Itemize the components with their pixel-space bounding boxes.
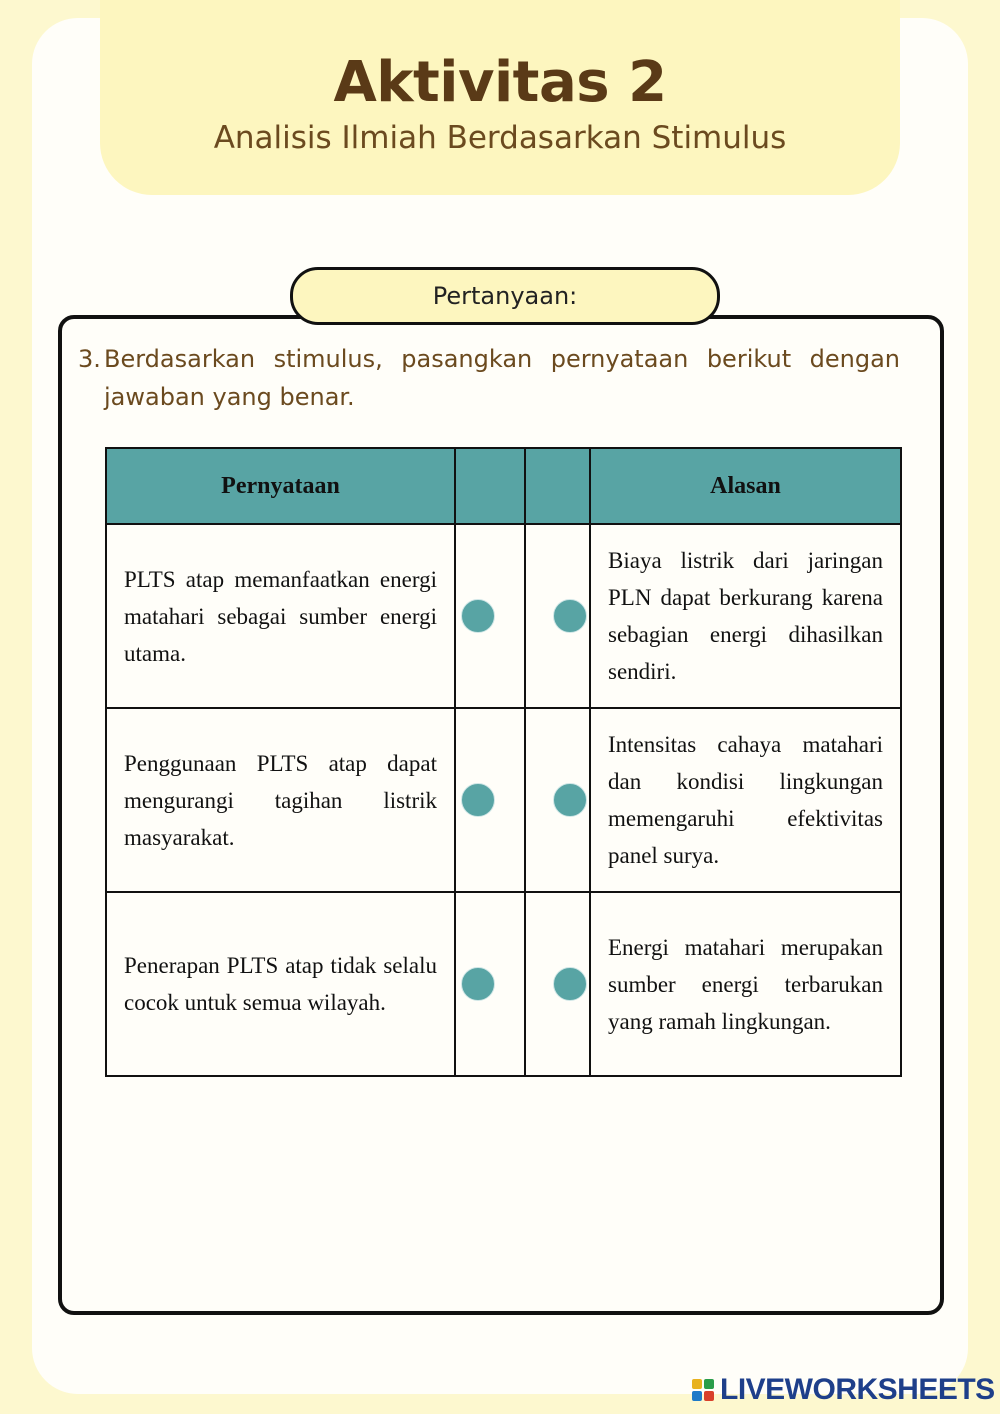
page-subtitle: Analisis Ilmiah Berdasarkan Stimulus <box>213 120 787 156</box>
column-header-left-dots <box>455 448 525 524</box>
table-row <box>106 524 901 708</box>
liveworksheets-logo <box>692 1372 995 1408</box>
match-dot-left-1[interactable] <box>461 599 495 633</box>
question-label: Pertanyaan: <box>290 267 720 325</box>
left-dot-cell <box>455 892 525 1076</box>
reason-text: Biaya listrik dari jaringan PLN dapat berkurang karena sebagian energi dihasilkan sendiri. <box>608 548 883 684</box>
statement-cell <box>106 708 455 892</box>
right-dot-cell <box>525 892 590 1076</box>
header-banner <box>100 0 900 195</box>
question-number: 3. <box>78 345 101 373</box>
statement-text: PLTS atap memanfaatkan energi matahari sebagai sumber energi utama. <box>124 566 437 666</box>
reason-cell <box>590 892 901 1076</box>
column-header-statement: Pernyataan <box>106 448 455 524</box>
right-dot-cell <box>525 708 590 892</box>
reason-text: Energi matahari merupakan sumber energi terbarukan yang ramah lingkungan. <box>608 934 883 1034</box>
table-row <box>106 708 901 892</box>
reason-cell <box>590 524 901 708</box>
question <box>78 340 900 416</box>
left-dot-cell <box>455 708 525 892</box>
matching-table <box>105 447 902 1077</box>
table-row <box>106 892 901 1076</box>
statement-cell <box>106 524 455 708</box>
liveworksheets-logo-text: LIVEWORKSHEETS <box>720 1373 995 1406</box>
match-dot-left-3[interactable] <box>461 967 495 1001</box>
reason-cell <box>590 708 901 892</box>
column-header-right-dots <box>525 448 590 524</box>
right-dot-cell <box>525 524 590 708</box>
column-header-reason: Alasan <box>590 448 901 524</box>
statement-text: Penggunaan PLTS atap dapat mengurangi tagihan listrik masyarakat. <box>124 750 437 850</box>
match-dot-right-2[interactable] <box>553 783 587 817</box>
match-dot-right-3[interactable] <box>553 967 587 1001</box>
table-header-row <box>106 448 901 524</box>
liveworksheets-logo-icon <box>692 1379 714 1401</box>
question-text: Berdasarkan stimulus, pasangkan pernyataan berikut dengan jawaban yang benar. <box>104 345 900 411</box>
statement-text: Penerapan PLTS atap tidak selalu cocok untuk semua wilayah. <box>124 953 437 1015</box>
reason-text: Intensitas cahaya matahari dan kondisi lingkungan memengaruhi efektivitas panel surya. <box>608 732 883 868</box>
match-dot-left-2[interactable] <box>461 783 495 817</box>
match-dot-right-1[interactable] <box>553 599 587 633</box>
statement-cell <box>106 892 455 1076</box>
left-dot-cell <box>455 524 525 708</box>
page-title: Aktivitas 2 <box>333 50 667 115</box>
